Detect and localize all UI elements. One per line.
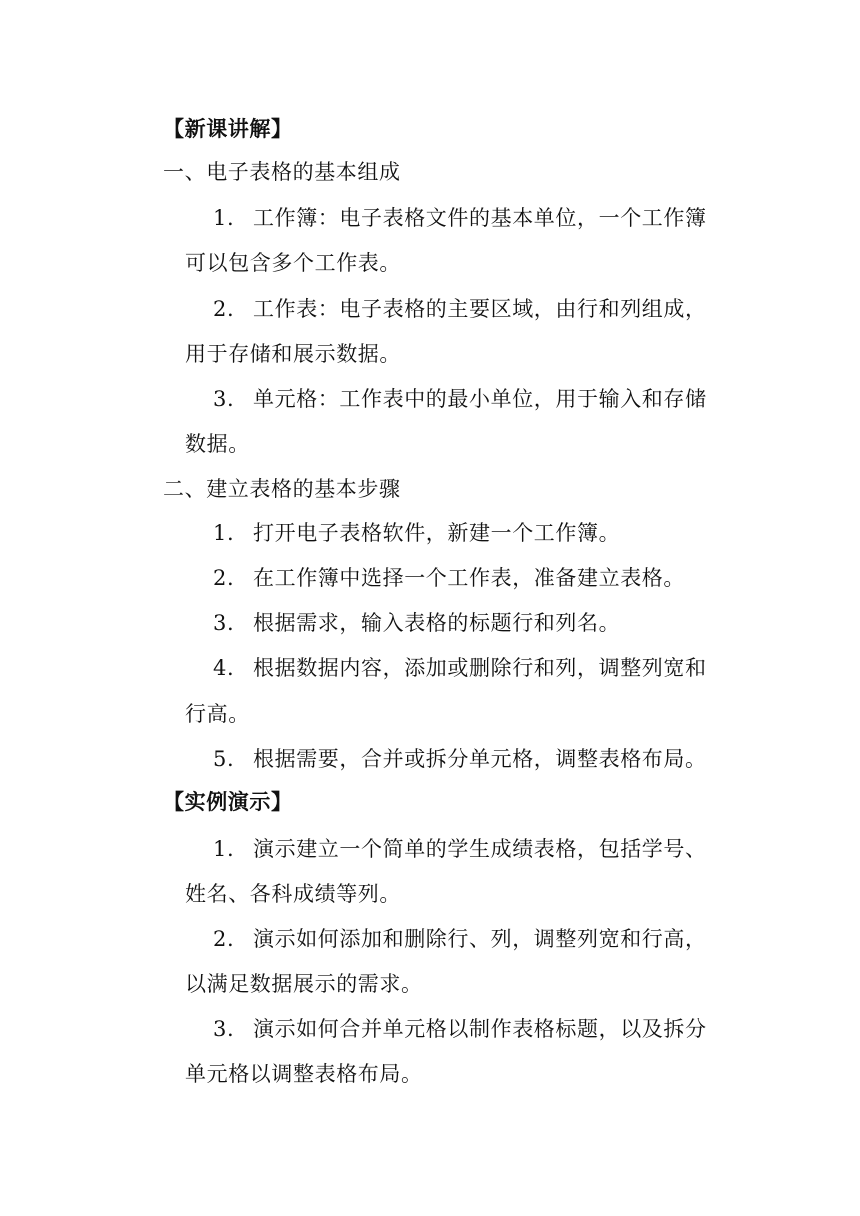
list-text: 在工作簿中选择一个工作表，准备建立表格。	[253, 566, 685, 590]
list-text-continuation: 行高。	[185, 702, 250, 726]
list-number: 1.	[213, 206, 235, 230]
list-number: 2.	[213, 927, 235, 951]
list-text: 演示如何添加和删除行、列，调整列宽和行高，	[253, 927, 707, 951]
list-text: 工作簿：电子表格文件的基本单位，一个工作簿	[253, 206, 707, 230]
list-text: 打开电子表格软件，新建一个工作簿。	[253, 521, 621, 545]
section-heading-new-lesson: 【新课讲解】	[163, 117, 293, 141]
list-text: 根据需要，合并或拆分单元格，调整表格布局。	[253, 747, 707, 771]
list-number: 3.	[213, 387, 235, 411]
list-item	[213, 744, 707, 774]
list-item	[213, 518, 620, 548]
list-number: 5.	[213, 747, 235, 771]
list-number: 4.	[213, 656, 235, 680]
list-item	[213, 924, 707, 954]
list-text-continuation: 姓名、各科成绩等列。	[185, 882, 401, 906]
list-text: 根据数据内容，添加或删除行和列，调整列宽和	[253, 656, 707, 680]
list-text-continuation: 数据。	[185, 432, 250, 456]
list-number: 2.	[213, 297, 235, 321]
list-text-continuation: 可以包含多个工作表。	[185, 251, 401, 275]
list-text: 演示如何合并单元格以制作表格标题，以及拆分	[253, 1017, 707, 1041]
list-number: 3.	[213, 611, 235, 635]
list-number: 2.	[213, 566, 235, 590]
list-text: 工作表：电子表格的主要区域，由行和列组成，	[253, 297, 707, 321]
list-number: 3.	[213, 1017, 235, 1041]
list-item	[213, 608, 620, 638]
list-text: 单元格：工作表中的最小单位，用于输入和存储	[253, 387, 707, 411]
list-item	[213, 834, 707, 864]
list-number: 1.	[213, 521, 235, 545]
list-text-continuation: 以满足数据展示的需求。	[185, 972, 423, 996]
list-item	[213, 563, 685, 593]
part1-title: 一、电子表格的基本组成	[163, 160, 401, 184]
list-item	[213, 1014, 707, 1044]
list-item	[213, 384, 707, 414]
list-text-continuation: 单元格以调整表格布局。	[185, 1062, 423, 1086]
list-text: 根据需求，输入表格的标题行和列名。	[253, 611, 621, 635]
list-item	[213, 203, 707, 233]
list-text: 演示建立一个简单的学生成绩表格，包括学号、	[253, 837, 707, 861]
list-item	[213, 294, 707, 324]
list-text-continuation: 用于存储和展示数据。	[185, 342, 401, 366]
part2-title: 二、建立表格的基本步骤	[163, 477, 401, 501]
section-heading-demo: 【实例演示】	[163, 790, 293, 814]
list-item	[213, 653, 707, 683]
list-number: 1.	[213, 837, 235, 861]
